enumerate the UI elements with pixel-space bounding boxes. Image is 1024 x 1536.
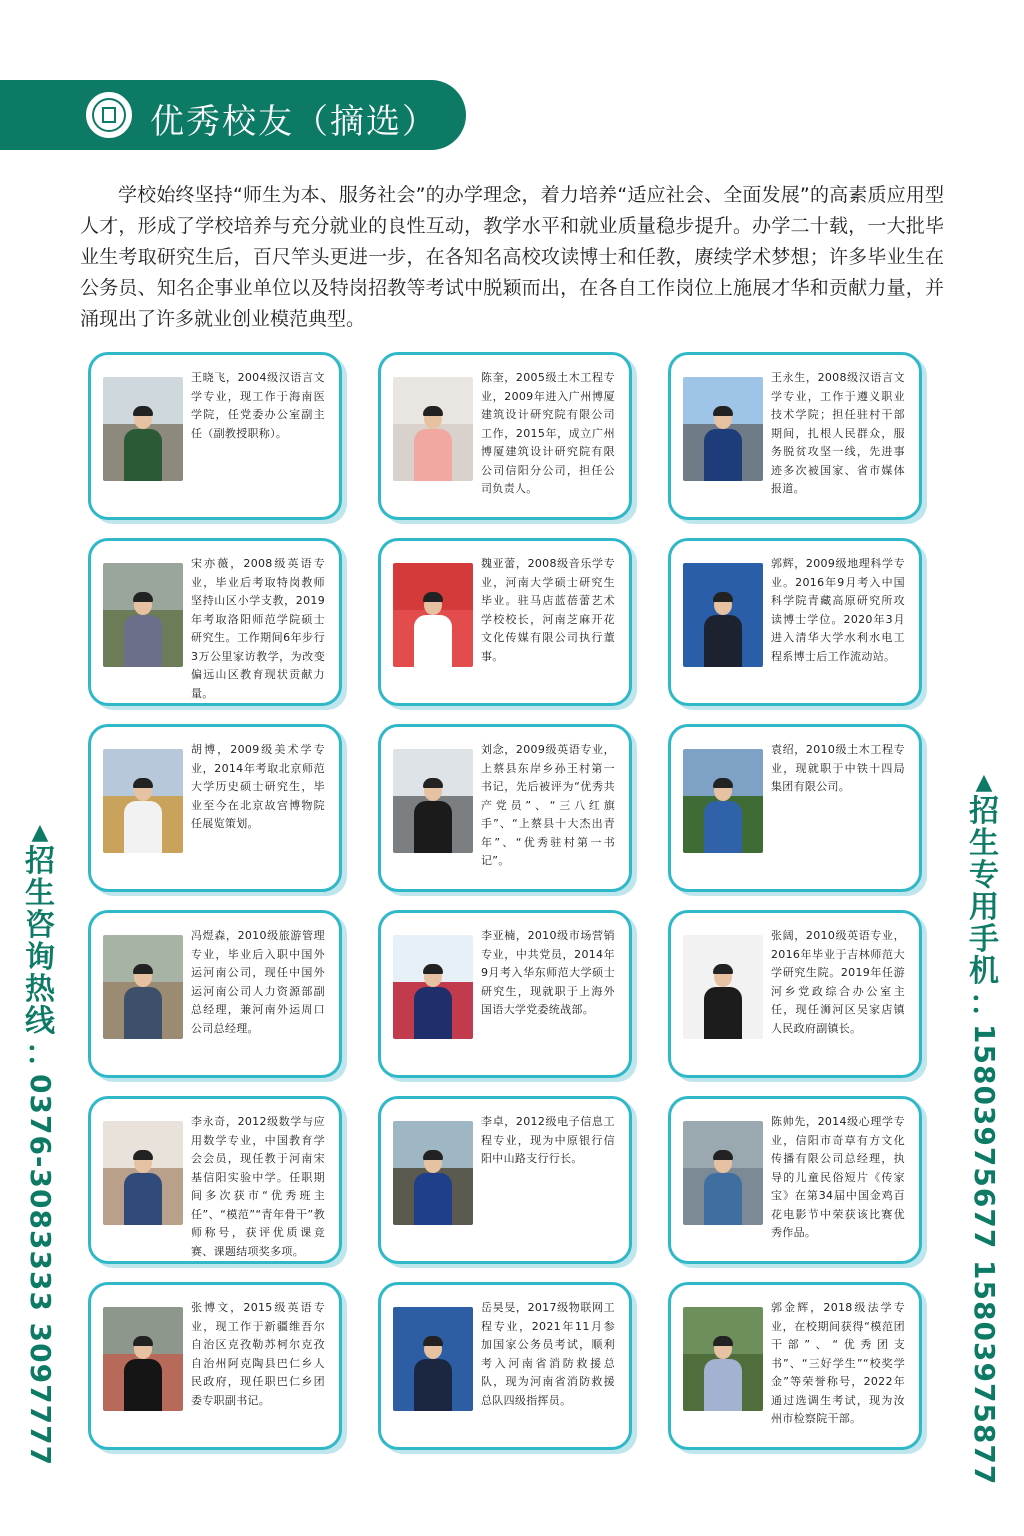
alumni-photo <box>683 935 763 1039</box>
alumni-photo <box>683 563 763 667</box>
alumni-photo <box>393 749 473 853</box>
alumni-caption: 李卓，2012级电子信息工程专业，现为中原银行信阳中山路支行行长。 <box>481 1115 615 1165</box>
school-seal-icon <box>84 90 134 140</box>
alumni-card <box>88 910 342 1078</box>
alumni-card <box>88 352 342 520</box>
intro-paragraph: 学校始终坚持“师生为本、服务社会”的办学理念，着力培养“适应社会、全面发展”的高素质应用型人才，形成了学校培养与充分就业的良性互动，教学水平和就业质量稳步提升。办学二十载，一大批毕业生考取研究生后，百尺竿头更进一步，在各知名高校攻读博士和任教，赓续学术梦想；许多毕业生在公务员、知名企事业单位以及特岗招教等考试中脱颖而出，在各自工作岗位上施展才华和贡献力量，并涌现出了许多就业创业模范典型。 <box>80 184 944 330</box>
alumni-card <box>88 1096 342 1264</box>
alumni-card <box>88 538 342 706</box>
alumni-card <box>378 1282 632 1450</box>
alumni-photo <box>393 563 473 667</box>
alumni-card <box>378 538 632 706</box>
alumni-photo <box>683 377 763 481</box>
alumni-caption: 郭辉，2009级地理科学专业。2016年9月考入中国科学院青藏高原研究所攻读博士学位。2020年3月进入清华大学水利水电工程系博士后工作流动站。 <box>771 557 905 663</box>
alumni-caption: 魏亚蕾，2008级音乐学专业，河南大学硕士研究生毕业。驻马店蓝蓓蕾艺术学校校长，河南芝麻开花文化传媒有限公司执行董事。 <box>481 557 615 663</box>
alumni-caption: 王晓飞，2004级汉语言文学专业，现工作于海南医学院，任党委办公室副主任（副教授职称）。 <box>191 371 325 440</box>
alumni-caption: 张阔，2010级英语专业，2016年毕业于吉林师范大学研究生院。2019年任游河乡党政综合办公室主任，现任浉河区吴家店镇人民政府副镇长。 <box>771 929 905 1035</box>
mobile-vertical <box>966 770 1002 1492</box>
alumni-caption: 刘念，2009级英语专业，上蔡县东岸乡孙王村第一书记，先后被评为“优秀共产党员”、“三八红旗手”、“上蔡县十大杰出青年”、“优秀驻村第一书记”。 <box>481 743 615 867</box>
alumni-caption: 宋亦薇，2008级英语专业，毕业后考取特岗教师坚持山区小学支教，2019年考取洛阳师范学院硕士研究生。工作期间6年步行3万公里家访教学，为改变偏远山区教育现状贡献力量。 <box>191 557 325 700</box>
alumni-photo <box>103 563 183 667</box>
alumni-card <box>378 352 632 520</box>
alumni-card <box>88 1282 342 1450</box>
alumni-photo <box>103 377 183 481</box>
alumni-photo <box>103 749 183 853</box>
hotline-vertical <box>22 820 58 1473</box>
alumni-card <box>668 1282 922 1450</box>
alumni-caption: 陈帅先，2014级心理学专业，信阳市奇草有方文化传播有限公司总经理，执导的儿童民俗短片《传家宝》在第34届中国金鸡百花电影节中荣获该比赛优秀作品。 <box>771 1115 905 1239</box>
alumni-card <box>378 724 632 892</box>
hotline-number: 0376-3083333 3097777 <box>24 1074 57 1467</box>
alumni-card <box>668 1096 922 1264</box>
up-arrow-icon: ▲ <box>31 820 49 845</box>
alumni-card <box>88 724 342 892</box>
page-title: 优秀校友（摘选） <box>150 102 438 142</box>
alumni-card <box>378 1096 632 1264</box>
alumni-photo <box>103 1307 183 1411</box>
up-arrow-icon: ▲ <box>975 770 993 795</box>
alumni-photo <box>393 1121 473 1225</box>
alumni-caption: 李亚楠，2010级市场营销专业，中共党员，2014年9月考入华东师范大学硕士研究生，现就职于上海外国语大学党委统战部。 <box>481 929 615 1016</box>
alumni-card <box>378 910 632 1078</box>
alumni-caption: 胡博，2009级美术学专业，2014年考取北京师范大学历史硕士研究生，毕业至今在北京故宫博物院任展览策划。 <box>191 743 325 830</box>
alumni-caption: 李永奇，2012级数学与应用数学专业，中国教育学会会员，现任教于河南宋基信阳实验中学。任职期间多次获市“优秀班主任”、“模范”“青年骨干”教师称号，获评优质课竞赛、课题结项奖多项。 <box>191 1115 325 1258</box>
alumni-photo <box>683 1121 763 1225</box>
alumni-photo <box>683 749 763 853</box>
alumni-card <box>668 910 922 1078</box>
alumni-photo <box>393 377 473 481</box>
alumni-caption: 王永生，2008级汉语言文学专业，工作于遵义职业技术学院；担任驻村干部期间，扎根人民群众，服务脱贫攻坚一线，先进事迹多次被国家、省市媒体报道。 <box>771 371 905 495</box>
alumni-caption: 陈奎，2005级土木工程专业，2009年进入广州博厦建筑设计研究院有限公司工作，2015年，成立广州博厦建筑设计研究院有限公司信阳分公司，担任公司负责人。 <box>481 371 615 495</box>
alumni-caption: 袁绍，2010级土木工程专业，现就职于中铁十四局集团有限公司。 <box>771 743 905 793</box>
alumni-card <box>668 538 922 706</box>
alumni-caption: 张博文，2015级英语专业，现工作于新疆维吾尔自治区克孜勒苏柯尔克孜自治州阿克陶县巴仁乡人民政府，现任职巴仁乡团委专职副书记。 <box>191 1301 325 1407</box>
alumni-caption: 郭金辉，2018级法学专业，在校期间获得“模范团干部”、“优秀团支书”、“三好学生”“校奖学金”等荣誉称号，2022年通过选调生考试，现为汝州市检察院干部。 <box>771 1301 905 1425</box>
hotline-label: 招 生 咨 询 热 线 ： <box>25 844 55 1071</box>
alumni-photo <box>103 1121 183 1225</box>
mobile-label: 招 生 专 用 手 机 ： <box>969 794 999 1021</box>
alumni-photo <box>393 1307 473 1411</box>
alumni-photo <box>683 1307 763 1411</box>
alumni-photo <box>103 935 183 1039</box>
mobile-number: 15803975677 15803975877 <box>968 1024 1001 1486</box>
alumni-card <box>668 724 922 892</box>
alumni-card <box>668 352 922 520</box>
alumni-photo <box>393 935 473 1039</box>
alumni-caption: 冯煜森，2010级旅游管理专业，毕业后入职中国外运河南公司，现任中国外运河南公司人力资源部副总经理，兼河南外运周口公司总经理。 <box>191 929 325 1035</box>
alumni-caption: 岳昊旻，2017级物联网工程专业，2021年11月参加国家公务员考试，顺利考入河南省消防救援总队，现为河南省消防救援总队四级指挥员。 <box>481 1301 615 1407</box>
